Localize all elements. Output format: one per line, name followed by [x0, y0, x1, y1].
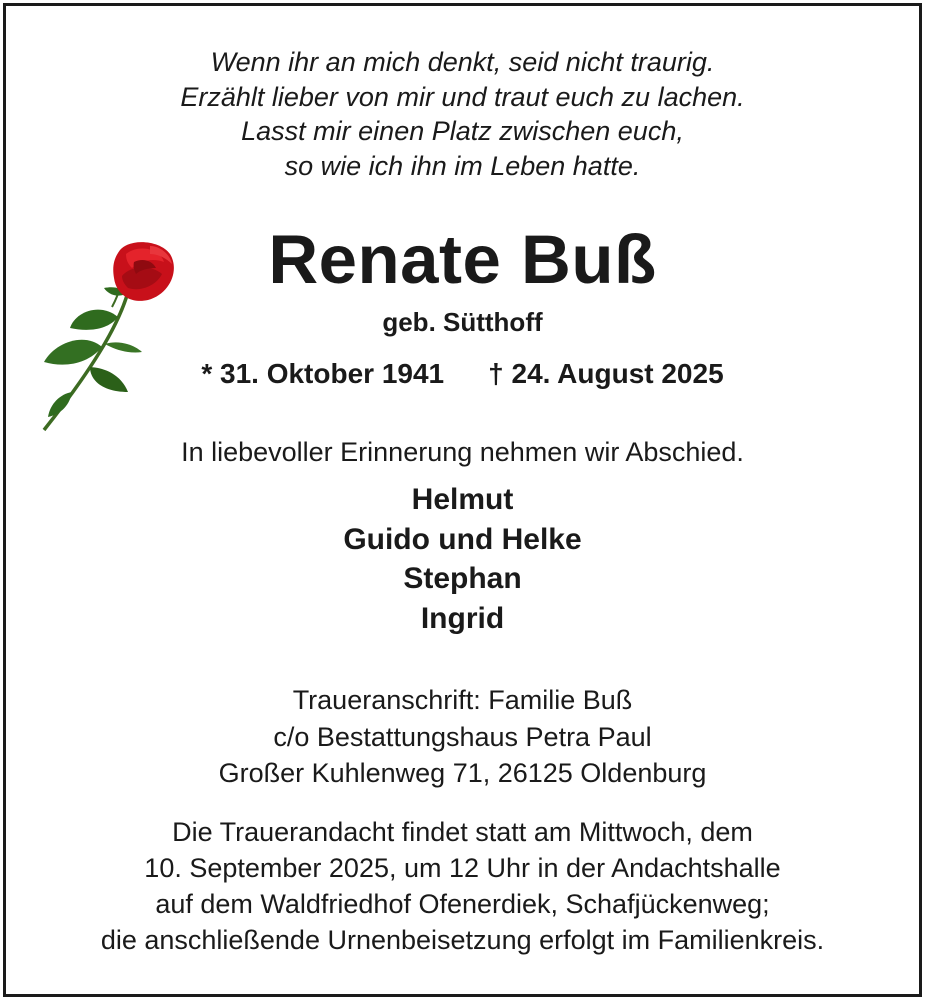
- service-line: auf dem Waldfriedhof Ofenerdiek, Schafjückenweg;: [155, 889, 770, 919]
- address-line: Großer Kuhlenweg 71, 26125 Oldenburg: [218, 758, 707, 788]
- service-line: die anschließende Urnenbeisetzung erfolgt im Familienkreis.: [100, 925, 825, 955]
- poem-line: Erzählt lieber von mir und traut euch zu lachen.: [180, 81, 745, 112]
- mourner-name: Helmut: [411, 483, 514, 516]
- mourner-name: Ingrid: [420, 601, 505, 635]
- deceased-name: Renate Buß: [268, 221, 657, 298]
- poem-line: Wenn ihr an mich denkt, seid nicht traurig.: [210, 47, 715, 77]
- death-date: † 24. August 2025: [488, 358, 724, 389]
- mourner-name: Guido und Helke: [343, 522, 582, 556]
- life-dates: [0, 356, 925, 392]
- service-info: [0, 814, 925, 958]
- poem: [0, 45, 925, 183]
- address-line: Traueranschrift: Familie Buß: [292, 685, 633, 715]
- maiden-name: geb. Sütthoff: [382, 307, 543, 337]
- mourning-address: [0, 682, 925, 792]
- poem-line: Lasst mir einen Platz zwischen euch,: [241, 116, 684, 146]
- farewell-intro: In liebevoller Erinnerung nehmen wir Abschied.: [181, 437, 744, 467]
- address-line: c/o Bestattungshaus Petra Paul: [273, 721, 652, 752]
- mourners-list: [0, 480, 925, 638]
- poem-line: so wie ich ihn im Leben hatte.: [284, 150, 641, 181]
- service-line: 10. September 2025, um 12 Uhr in der Andachtshalle: [144, 853, 781, 883]
- mourner-name: Stephan: [403, 562, 522, 595]
- service-line: Die Trauerandacht findet statt am Mittwoch, dem: [172, 817, 753, 847]
- birth-date: * 31. Oktober 1941: [201, 358, 445, 389]
